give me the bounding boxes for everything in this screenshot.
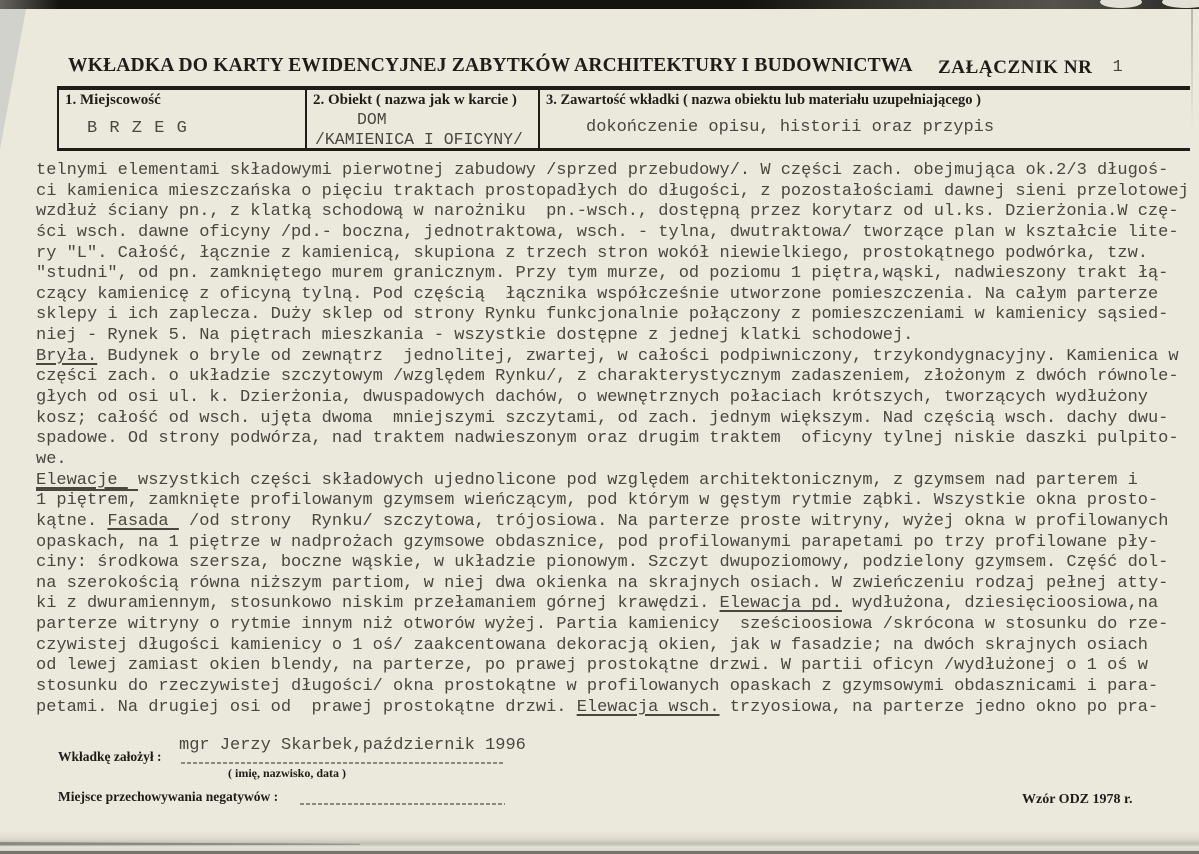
negatives-label: Miejsce przechowywania negatywów : — [58, 789, 279, 804]
field-zawartosc — [540, 90, 1190, 148]
body-line — [36, 244, 1196, 265]
body-line — [36, 512, 1196, 533]
body-line — [36, 264, 1196, 285]
field-value-obiekt-line1: DOM — [357, 110, 387, 129]
body-heading-segment: Fasada — [107, 511, 179, 531]
body-text-segment: ki z dwuramiennym, stosunkowo niskim przełamaniem górnej krawędzi. — [36, 594, 720, 614]
body-text-segment: wszystkich części składowych ujednolicone pod względem architektonicznym, z gzymsem nad parterem i — [127, 470, 1138, 490]
body-text-segment: sklepy i ich zaplecza. Duży sklep od strony Rynku funkcjonalnie połączony z pomieszczeniami w kamienicy sąsied- — [36, 305, 1169, 325]
body-line — [36, 409, 1196, 430]
body-line — [36, 471, 1196, 492]
body-text-segment: czywistej długości kamienicy o 1 oś/ zaakcentowana dekoracją okien, jak w fasadzie; na dwóch skrajnych osiach — [36, 635, 1148, 655]
body-line — [36, 161, 1196, 182]
field-label-zawartosc: 3. Zawartość wkładki ( nazwa obiektu lub materiału uzupełniającego ) — [546, 92, 982, 108]
body-text-segment: spadowe. Od strony podwórza, nad traktem nadwieszonym oraz drugim traktem oficyny tylnej niskie daszki pulpito- — [36, 429, 1179, 449]
attachment — [938, 57, 1123, 79]
body-line — [36, 553, 1196, 574]
body-line — [36, 305, 1196, 326]
body-text-segment: niej - Rynek 5. Na piętrach mieszkania - wszystkie dostępne z jednej klatki schodowej. — [36, 326, 914, 346]
body-line — [36, 698, 1196, 719]
body-heading-segment: Elewacja wsch. — [576, 697, 720, 717]
body-line — [36, 636, 1196, 657]
body-line — [36, 285, 1196, 306]
form-table — [57, 86, 1190, 151]
body-line — [36, 656, 1196, 677]
body-text-segment: stosunku do rzeczywistej długości/ okna prostokątne w profilowanych opaskach z gzymsowymi obdasznicami i para- — [36, 677, 1159, 697]
pattern-label: Wzór ODZ 1978 r. — [1022, 792, 1133, 807]
body-text-segment: zamknięte profilowanym gzymsem wieńczącym, pod którym w gęstym rytmie ząbki. Wszystkie okna prosto- — [138, 491, 1159, 511]
body-text-segment: telnymi elementami składowymi pierwotnej zabudowy /sprzed przebudowy/. W części zach. obejmująca ok.2/3 długoś- — [36, 161, 1169, 180]
body-line — [36, 223, 1196, 244]
founder-label: Wkładkę założył : — [58, 749, 162, 764]
body-text-segment: /od strony Rynku/ szczytowa, trójosiowa. Na parterze proste witryny, wyżej okna w profilowanych — [178, 511, 1169, 531]
field-label-obiekt: 2. Obiekt ( nazwa jak w karcie ) — [313, 92, 517, 108]
body-line — [36, 533, 1196, 554]
body-heading-segment: Bryła. — [36, 346, 98, 366]
body-line — [36, 594, 1196, 615]
scan-top-edge — [0, 0, 1199, 9]
field-value-obiekt-line2: /KAMIENICA I OFICYNY/ — [315, 130, 523, 149]
scan-corner-artifact — [0, 9, 26, 149]
body-text-segment: "studni", od pn. zamkniętego murem granicznym. Przy tym murze, od poziomu 1 piętra,wąski, nadwieszony trakt łą- — [36, 264, 1169, 284]
field-label-miejscowosc: 1. Miejscowość — [65, 92, 161, 108]
body-line — [36, 450, 1196, 471]
body-line — [36, 326, 1196, 347]
body-heading-segment: 1 piętrem, — [36, 491, 139, 511]
body-line — [36, 574, 1196, 595]
body-line — [36, 367, 1196, 388]
body-line — [36, 677, 1196, 698]
body-line — [36, 615, 1196, 636]
scan-bottom-edge — [0, 831, 1199, 854]
negatives-fill-line — [300, 803, 505, 805]
body-text-segment: głych od osi ul. k. Dzierżonia, dwuspadowych dachów, o wewnętrznych połaciach krótszych, tworzących wydłużony — [36, 388, 1148, 408]
body-text-segment: wydłużona, dziesięcioosiowa,na — [841, 594, 1159, 614]
body-text-segment: opaskach, na 1 piętrze w nadprożach gzymsowe obdasznice, pod profilowanymi parapetami po trzy profilowane pły- — [36, 532, 1159, 552]
body-text-segment: czący kamienicę z oficyną tylną. Pod częścią łącznika współcześnie utworzone pomieszczenia. Na całym parterze — [36, 284, 1159, 304]
body-text-segment: Budynek o bryle od zewnątrz jednolitej, zwartej, w całości podpiwniczony, trzykondygnacyjny. Kamienica w — [97, 346, 1179, 366]
body-heading-segment: Elewacja pd. — [719, 594, 842, 614]
body-text-segment: kątne. — [36, 511, 108, 531]
body-line — [36, 202, 1196, 223]
paper-crease — [1191, 9, 1193, 129]
page-title: WKŁADKA DO KARTY EWIDENCYJNEJ ZABYTKÓW ARCHITEKTURY I BUDOWNICTWA — [68, 55, 913, 76]
field-value-zawartosc: dokończenie opisu, historii oraz przypis — [586, 118, 995, 137]
body-text-segment: części zach. o układzie szczytowym /względem Rynku/, z charakterystycznym zadaszeniem, złożonym z dwóch równole- — [36, 367, 1179, 387]
body-text-segment: parterze witryny o rytmie innym niż otworów wyżej. Partia kamienicy sześcioosiowa /skrócona w stosunku do rze- — [36, 615, 1169, 635]
body-line — [36, 182, 1196, 203]
attachment-number: 1 — [1112, 58, 1123, 77]
founder-signature-line — [181, 762, 503, 764]
body-text-segment: ci kamienica mieszczańska o pięciu traktach prostopadłych do długości, z pozostałościami dawnej sieni przelotowej — [36, 181, 1189, 201]
body-text-segment: petami. Na drugiej osi od prawej prostokątne drzwi. — [36, 697, 577, 717]
field-value-miejscowosc: B R Z E G — [87, 119, 188, 138]
field-obiekt — [307, 90, 540, 148]
body-line — [36, 388, 1196, 409]
body-text-segment: ciny: środkowa szersza, boczne wąskie, w układzie pionowym. Szczyt dwupoziomowy, podzielony gzymsem. Część dol- — [36, 553, 1169, 573]
body-line — [36, 347, 1196, 368]
body-line — [36, 491, 1196, 512]
founder-value: mgr Jerzy Skarbek,październik 1996 — [179, 736, 526, 755]
body-text-segment: na szerokością równa niższym partiom, w niej dwa okienka na skrajnych osiach. W zwieńczeniu rodzaj pełnej atty- — [36, 573, 1169, 593]
body-text-segment: od lewej zamiast okien blendy, na parterze, po prawej prostokątne drzwi. W partii oficyn /wydłużonej o 1 oś w — [36, 656, 1148, 676]
body-text-segment: ry "L". Całość, łącznie z kamienicą, skupiona z trzech stron wokół niewielkiego, prostokątnego podwórka, tzw. — [36, 243, 1148, 263]
body-line — [36, 429, 1196, 450]
body-text-segment: wzdłuż ściany pn., z klatką schodową w narożniku pn.-wsch., dostępną przez korytarz od ul.ks. Dzierżonia.W czę- — [36, 202, 1179, 222]
body-text-segment: we. — [36, 449, 67, 469]
body-text-segment: ści wsch. dawne oficyny /pd.- boczna, jednotraktowa, wsch. - tylna, dwutraktowa/ tworzące plan w kształcie lite- — [36, 222, 1179, 242]
body-heading-segment: Elewacje — [36, 470, 128, 490]
body-text-segment: kosz; całość od wsch. ujęta dwoma mniejszymi szczytami, od zach. jednym większym. Nad częścią wsch. dachy dwu- — [36, 408, 1169, 428]
attachment-label: ZAŁĄCZNIK NR — [938, 57, 1093, 78]
founder-hint: ( imię, nazwisko, data ) — [228, 766, 346, 780]
body-text — [36, 161, 1196, 718]
field-miejscowosc — [59, 90, 307, 148]
body-text-segment: trzyosiowa, na parterze jedno okno po pra- — [719, 697, 1159, 717]
